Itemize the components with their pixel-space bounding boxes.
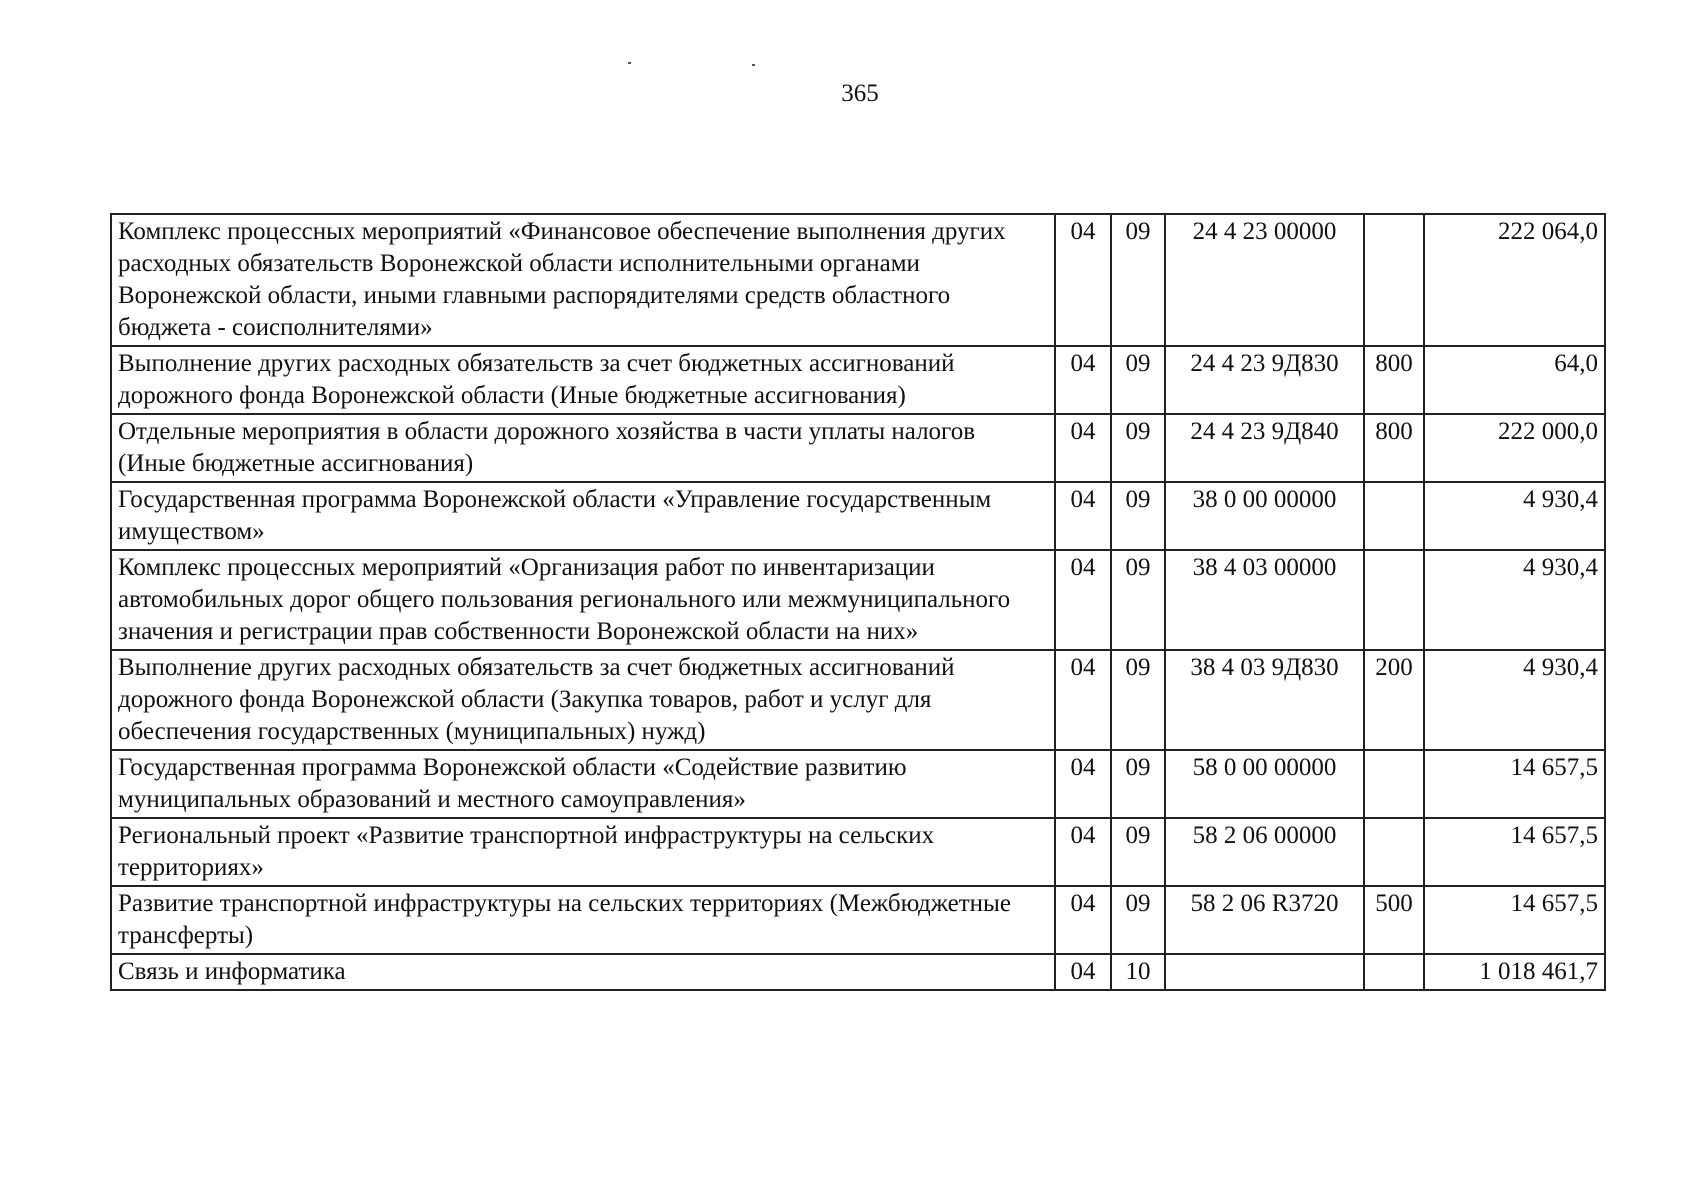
row-subsection: 09	[1111, 886, 1165, 954]
row-subsection: 09	[1111, 414, 1165, 482]
row-section: 04	[1055, 650, 1111, 750]
table-row	[111, 750, 1605, 818]
row-description: Выполнение других расходных обязательств за счет бюджетных ассигнований дорожного фонда Воронежской области (Закупка товаров, работ и услуг для обеспечения государственных (муниципальных) нужд)	[111, 650, 1055, 750]
row-subsection: 09	[1111, 214, 1165, 346]
table-row	[111, 886, 1605, 954]
row-expense-type	[1364, 214, 1424, 346]
row-description: Развитие транспортной инфраструктуры на сельских территориях (Межбюджетные трансферты)	[111, 886, 1055, 954]
table-row	[111, 482, 1605, 550]
row-amount: 4 930,4	[1424, 482, 1605, 550]
row-description: Государственная программа Воронежской области «Управление государственным имуществом»	[111, 482, 1055, 550]
row-description: Региональный проект «Развитие транспортной инфраструктуры на сельских территориях»	[111, 818, 1055, 886]
scan-speck	[752, 64, 755, 66]
row-target-article: 38 4 03 00000	[1165, 550, 1364, 650]
table-row	[111, 818, 1605, 886]
row-section: 04	[1055, 886, 1111, 954]
row-expense-type	[1364, 818, 1424, 886]
row-amount: 14 657,5	[1424, 750, 1605, 818]
row-target-article: 24 4 23 9Д830	[1165, 346, 1364, 414]
row-amount: 14 657,5	[1424, 818, 1605, 886]
row-amount: 14 657,5	[1424, 886, 1605, 954]
row-expense-type	[1364, 550, 1424, 650]
row-subsection: 09	[1111, 482, 1165, 550]
row-expense-type: 800	[1364, 414, 1424, 482]
page-number: 365	[841, 80, 879, 107]
row-description: Выполнение других расходных обязательств за счет бюджетных ассигнований дорожного фонда Воронежской области (Иные бюджетные ассигнования)	[111, 346, 1055, 414]
row-description: Связь и информатика	[111, 954, 1055, 990]
table-row	[111, 954, 1605, 990]
row-amount: 64,0	[1424, 346, 1605, 414]
row-target-article: 58 2 06 00000	[1165, 818, 1364, 886]
table-row	[111, 550, 1605, 650]
row-expense-type: 800	[1364, 346, 1424, 414]
row-amount: 1 018 461,7	[1424, 954, 1605, 990]
row-target-article: 24 4 23 00000	[1165, 214, 1364, 346]
row-section: 04	[1055, 482, 1111, 550]
row-expense-type: 200	[1364, 650, 1424, 750]
table-row	[111, 650, 1605, 750]
row-expense-type	[1364, 750, 1424, 818]
row-description: Государственная программа Воронежской области «Содействие развитию муниципальных образований и местного самоуправления»	[111, 750, 1055, 818]
row-subsection: 09	[1111, 550, 1165, 650]
row-subsection: 09	[1111, 818, 1165, 886]
row-section: 04	[1055, 750, 1111, 818]
table-row	[111, 414, 1605, 482]
scan-speck	[628, 62, 631, 64]
row-amount: 4 930,4	[1424, 650, 1605, 750]
budget-table	[110, 213, 1606, 991]
row-expense-type	[1364, 482, 1424, 550]
row-subsection: 09	[1111, 346, 1165, 414]
row-amount: 222 000,0	[1424, 414, 1605, 482]
row-description: Отдельные мероприятия в области дорожного хозяйства в части уплаты налогов (Иные бюджетные ассигнования)	[111, 414, 1055, 482]
row-amount: 4 930,4	[1424, 550, 1605, 650]
row-section: 04	[1055, 818, 1111, 886]
row-description: Комплекс процессных мероприятий «Организация работ по инвентаризации автомобильных дорог общего пользования регионального или межмуниципального значения и регистрации прав собственности Воронежской области на них»	[111, 550, 1055, 650]
row-target-article: 38 4 03 9Д830	[1165, 650, 1364, 750]
row-description: Комплекс процессных мероприятий «Финансовое обеспечение выполнения других расходных обязательств Воронежской области исполнительными органами Воронежской области, иными главными распорядителями средств областного бюджета - соисполнителями»	[111, 214, 1055, 346]
row-section: 04	[1055, 414, 1111, 482]
row-section: 04	[1055, 214, 1111, 346]
row-section: 04	[1055, 954, 1111, 990]
budget-table-body	[111, 214, 1605, 990]
row-subsection: 09	[1111, 750, 1165, 818]
table-row	[111, 214, 1605, 346]
row-amount: 222 064,0	[1424, 214, 1605, 346]
row-target-article: 58 2 06 R3720	[1165, 886, 1364, 954]
row-expense-type: 500	[1364, 886, 1424, 954]
row-subsection: 10	[1111, 954, 1165, 990]
row-target-article: 24 4 23 9Д840	[1165, 414, 1364, 482]
row-section: 04	[1055, 550, 1111, 650]
table-row	[111, 346, 1605, 414]
row-target-article: 38 0 00 00000	[1165, 482, 1364, 550]
row-target-article: 58 0 00 00000	[1165, 750, 1364, 818]
row-subsection: 09	[1111, 650, 1165, 750]
row-target-article	[1165, 954, 1364, 990]
row-expense-type	[1364, 954, 1424, 990]
row-section: 04	[1055, 346, 1111, 414]
